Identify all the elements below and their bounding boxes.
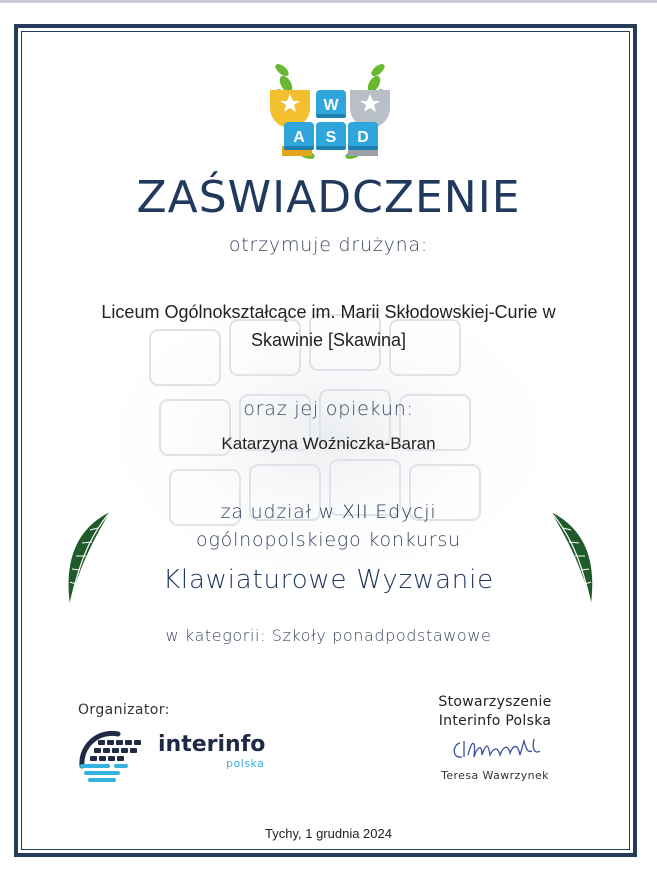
participation-line-2: ogólnopolskiego konkursu — [196, 529, 461, 551]
guardian-label: oraz jej opiekun: — [243, 398, 414, 420]
receives-label: otrzymuje drużyna: — [228, 234, 429, 256]
key-d: D — [357, 129, 369, 146]
contest-name: Klawiaturowe Wyzwanie — [163, 565, 494, 595]
association-name — [420, 693, 570, 731]
category: w kategorii: Szkoły ponadpodstawowe — [165, 626, 492, 645]
school-line-2: Skawinie [Skawina] — [250, 330, 407, 350]
key-w: W — [323, 97, 339, 114]
organizer-label: Organizator: — [78, 702, 170, 718]
association-line-2: Interinfo Polska — [438, 713, 552, 729]
organizer-name: interinfo — [158, 732, 266, 757]
certificate-title: ZAŚWIADCZENIE — [136, 172, 521, 223]
left-leaf-ornament-icon — [58, 508, 118, 608]
top-strip — [0, 0, 657, 3]
school-name — [0, 298, 657, 354]
association-line-1: Stowarzyszenie — [438, 694, 552, 710]
right-leaf-ornament-icon — [543, 508, 603, 608]
edition: XII Edycji — [341, 501, 437, 523]
participation-prefix: za udział w — [220, 501, 342, 523]
key-s: S — [325, 129, 337, 146]
guardian-name: Katarzyna Woźniczka-Baran — [221, 434, 436, 453]
key-a: A — [293, 129, 305, 146]
signature-icon — [448, 735, 548, 765]
organizer-subname: polska — [226, 757, 265, 770]
trophy-keys-logo — [262, 54, 398, 166]
school-line-1: Liceum Ogólnokształcące im. Marii Skłodowskiej-Curie w — [101, 302, 556, 322]
signer-name: Teresa Wawrzynek — [441, 769, 549, 782]
issue-date: Tychy, 1 grudnia 2024 — [265, 826, 392, 841]
